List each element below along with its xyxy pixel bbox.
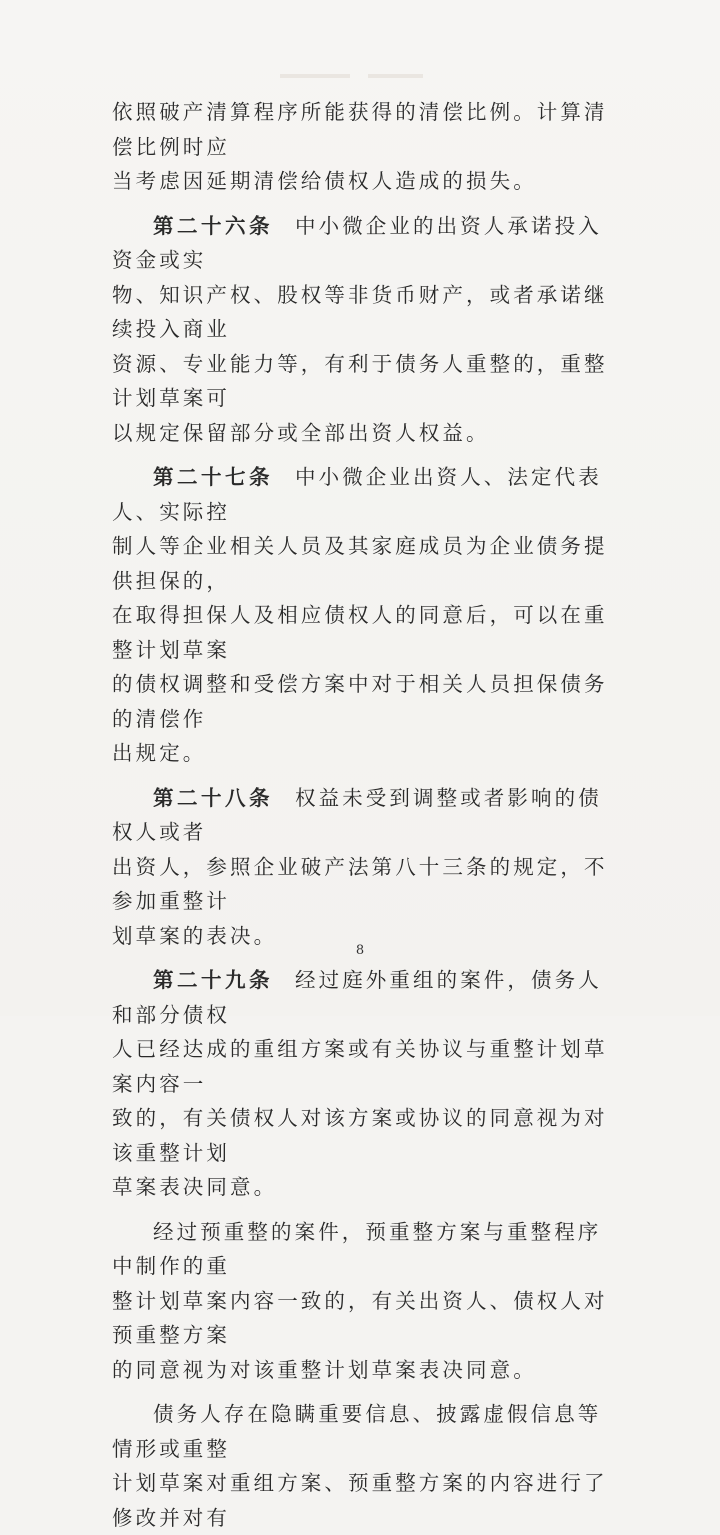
text-line: 出规定。 xyxy=(112,741,207,765)
text-line: 致的，有关债权人对该方案或协议的同意视为对该重整计划 xyxy=(112,1106,608,1165)
paragraph xyxy=(112,209,618,451)
scan-artifact xyxy=(280,74,350,78)
text-line: 当考虑因延期清偿给债权人造成的损失。 xyxy=(112,169,537,193)
body-text xyxy=(112,95,618,1535)
text-line: 物、知识产权、股权等非货币财产，或者承诺继续投入商业 xyxy=(112,282,608,341)
text-line: 经过预重整的案件，预重整方案与重整程序中制作的重 xyxy=(112,1219,602,1278)
text-line: 制人等企业相关人员及其家庭成员为企业债务提供担保的， xyxy=(112,534,608,593)
text-line: 人已经达成的重组方案或有关协议与重整计划草案内容一 xyxy=(112,1037,608,1096)
paragraph xyxy=(112,1397,618,1535)
text-line: 中小微企业出资人、法定代表人、实际控 xyxy=(112,465,602,524)
text-line: 的债权调整和受偿方案中对于相关人员担保债务的清偿作 xyxy=(112,672,608,731)
article-number: 第二十七条 xyxy=(153,465,273,489)
text-line: 的同意视为对该重整计划草案表决同意。 xyxy=(112,1357,537,1382)
paragraph xyxy=(112,95,618,199)
text-line: 在取得担保人及相应债权人的同意后，可以在重整计划草案 xyxy=(112,603,608,662)
article-number: 第二十八条 xyxy=(153,785,273,810)
paragraph xyxy=(112,460,618,771)
article-number: 第二十六条 xyxy=(153,213,273,238)
paragraph xyxy=(112,963,618,1205)
scan-artifact xyxy=(368,74,423,78)
paragraph xyxy=(112,781,618,954)
text-line: 以规定保留部分或全部出资人权益。 xyxy=(112,420,490,445)
text-line: 中小微企业的出资人承诺投入资金或实 xyxy=(112,213,602,272)
text-line: 出资人，参照企业破产法第八十三条的规定，不参加重整计 xyxy=(112,854,608,913)
text-line: 经过庭外重组的案件，债务人和部分债权 xyxy=(112,968,602,1027)
text-line: 债务人存在隐瞒重要信息、披露虚假信息等情形或重整 xyxy=(112,1402,602,1461)
text-line: 权益未受到调整或者影响的债权人或者 xyxy=(112,785,602,844)
page-number: 8 xyxy=(355,943,365,958)
text-line: 整计划草案内容一致的，有关出资人、债权人对预重整方案 xyxy=(112,1288,608,1347)
text-line: 划草案的表决。 xyxy=(112,923,278,948)
text-line: 依照破产清算程序所能获得的清偿比例。计算清偿比例时应 xyxy=(112,100,608,159)
text-line: 草案表决同意。 xyxy=(112,1175,278,1199)
text-line: 资源、专业能力等，有利于债务人重整的，重整计划草案可 xyxy=(112,351,608,410)
paragraph xyxy=(112,1215,618,1388)
text-line: 计划草案对重组方案、预重整方案的内容进行了修改并对有 xyxy=(112,1471,608,1530)
article-number: 第二十九条 xyxy=(153,968,273,992)
